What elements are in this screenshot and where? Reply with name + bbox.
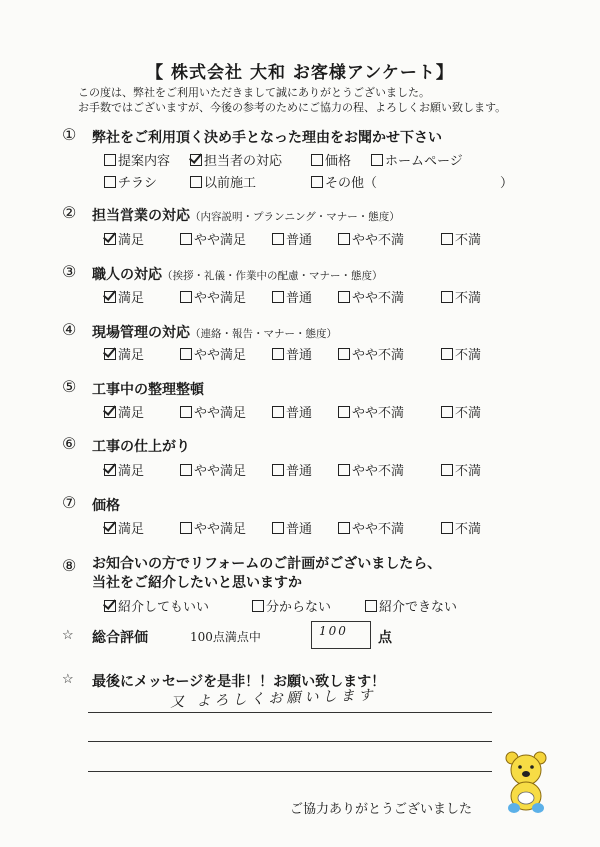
q1-option-staff[interactable]: 担当者の対応 — [190, 150, 282, 169]
q2-option-dissatisfied[interactable]: 不満 — [441, 229, 481, 248]
q5-number: ⑤ — [62, 377, 77, 396]
q2-option-somewhat-dissatisfied[interactable]: やや不満 — [338, 229, 404, 248]
overall-scale: 100点満点中 — [190, 630, 261, 644]
q2-title: 担当営業の対応（内容説明・プランニング・マナー・態度） — [92, 208, 400, 224]
q7-number: ⑦ — [62, 493, 77, 512]
q6-option-somewhat-dissatisfied[interactable]: やや不満 — [338, 460, 404, 479]
checked-checkbox-icon — [190, 154, 202, 166]
checkbox-icon — [190, 176, 202, 188]
q3-option-neutral[interactable]: 普通 — [272, 287, 312, 306]
q1-option-proposal[interactable]: 提案内容 — [104, 150, 170, 169]
checkbox-icon — [180, 291, 192, 303]
q1-title: 弊社をご利用頂く決め手となった理由をお聞かせ下さい — [92, 130, 442, 146]
q1-other-close: ） — [500, 176, 514, 191]
q6-number: ⑥ — [62, 434, 77, 453]
q5-option-satisfied[interactable]: 満足 — [104, 402, 144, 421]
score-unit: 点 — [378, 630, 392, 646]
checkbox-icon — [338, 291, 350, 303]
bear-mascot-icon — [500, 748, 552, 814]
q8-number: ⑧ — [62, 556, 77, 575]
q7-option-neutral[interactable]: 普通 — [272, 518, 312, 537]
q3-title: 職人の対応（挨拶・礼儀・作業中の配慮・マナー・態度） — [92, 267, 383, 283]
handwritten-message: 又 よろしくお願いします — [169, 687, 377, 711]
q8-option-no[interactable]: 紹介できない — [365, 596, 457, 615]
checkbox-icon — [441, 233, 453, 245]
message-line-1[interactable] — [88, 712, 492, 713]
q6-option-dissatisfied[interactable]: 不満 — [441, 460, 481, 479]
q5-option-somewhat-satisfied[interactable]: やや満足 — [180, 402, 246, 421]
checkbox-icon — [441, 406, 453, 418]
score-value: 100 — [319, 624, 348, 638]
q6-option-satisfied[interactable]: 満足 — [104, 460, 144, 479]
checkbox-icon — [441, 291, 453, 303]
star-icon: ☆ — [62, 672, 74, 687]
q5-option-neutral[interactable]: 普通 — [272, 402, 312, 421]
checkbox-icon — [441, 348, 453, 360]
checkbox-icon — [272, 406, 284, 418]
q8-option-unsure[interactable]: 分からない — [252, 596, 331, 615]
checkbox-icon — [272, 464, 284, 476]
checkbox-icon — [252, 600, 264, 612]
checkbox-icon — [441, 464, 453, 476]
q1-option-price[interactable]: 価格 — [311, 150, 351, 169]
q8-title-line-1: お知合いの方でリフォームのご計画がございましたら、 — [92, 556, 442, 572]
checkbox-icon — [180, 522, 192, 534]
checkbox-icon — [338, 522, 350, 534]
checkbox-icon — [180, 464, 192, 476]
checkbox-icon — [180, 348, 192, 360]
checkbox-icon — [338, 233, 350, 245]
checked-checkbox-icon — [104, 348, 116, 360]
checked-checkbox-icon — [104, 406, 116, 418]
message-line-2[interactable] — [88, 741, 492, 742]
q4-option-somewhat-satisfied[interactable]: やや満足 — [180, 344, 246, 363]
checkbox-icon — [338, 348, 350, 360]
q5-title: 工事中の整理整頓 — [92, 382, 204, 398]
intro-line-1: この度は、弊社をご利用いただきまして誠にありがとうございました。 — [78, 86, 430, 99]
q3-option-somewhat-satisfied[interactable]: やや満足 — [180, 287, 246, 306]
q2-option-neutral[interactable]: 普通 — [272, 229, 312, 248]
checkbox-icon — [311, 154, 323, 166]
q4-number: ④ — [62, 320, 77, 339]
q4-option-neutral[interactable]: 普通 — [272, 344, 312, 363]
checkbox-icon — [180, 406, 192, 418]
message-prompt: 最後にメッセージを是非！！お願い致します！ — [92, 674, 386, 690]
star-icon: ☆ — [62, 628, 74, 643]
q4-option-satisfied[interactable]: 満足 — [104, 344, 144, 363]
q2-number: ② — [62, 203, 77, 222]
q3-option-somewhat-dissatisfied[interactable]: やや不満 — [338, 287, 404, 306]
q4-option-dissatisfied[interactable]: 不満 — [441, 344, 481, 363]
survey-title: 【 株式会社 大和 お客様アンケート】 — [146, 63, 454, 83]
checked-checkbox-icon — [104, 600, 116, 612]
checkbox-icon — [272, 233, 284, 245]
checkbox-icon — [365, 600, 377, 612]
checked-checkbox-icon — [104, 233, 116, 245]
checkbox-icon — [104, 154, 116, 166]
q6-option-somewhat-satisfied[interactable]: やや満足 — [180, 460, 246, 479]
q7-option-somewhat-dissatisfied[interactable]: やや不満 — [338, 518, 404, 537]
q7-option-somewhat-satisfied[interactable]: やや満足 — [180, 518, 246, 537]
q2-option-satisfied[interactable]: 満足 — [104, 229, 144, 248]
q2-option-somewhat-satisfied[interactable]: やや満足 — [180, 229, 246, 248]
q7-title: 価格 — [92, 498, 120, 514]
q3-option-dissatisfied[interactable]: 不満 — [441, 287, 481, 306]
overall-label: 総合評価 — [92, 630, 148, 646]
checkbox-icon — [311, 176, 323, 188]
message-line-3[interactable] — [88, 771, 492, 772]
q4-option-somewhat-dissatisfied[interactable]: やや不満 — [338, 344, 404, 363]
q8-option-yes[interactable]: 紹介してもいい — [104, 596, 209, 615]
q1-option-other[interactable]: その他（ — [311, 172, 377, 191]
q6-title: 工事の仕上がり — [92, 439, 190, 455]
q1-option-flyer[interactable]: チラシ — [104, 172, 157, 191]
checkbox-icon — [272, 522, 284, 534]
checkbox-icon — [338, 406, 350, 418]
checkbox-icon — [272, 291, 284, 303]
checkbox-icon — [272, 348, 284, 360]
checkbox-icon — [180, 233, 192, 245]
checkbox-icon — [338, 464, 350, 476]
q7-option-satisfied[interactable]: 満足 — [104, 518, 144, 537]
q6-option-neutral[interactable]: 普通 — [272, 460, 312, 479]
q1-option-previous[interactable]: 以前施工 — [190, 172, 256, 191]
q3-option-satisfied[interactable]: 満足 — [104, 287, 144, 306]
q1-number: ① — [62, 125, 77, 144]
checked-checkbox-icon — [104, 464, 116, 476]
q1-option-homepage[interactable]: ホームページ — [371, 150, 463, 169]
q5-option-somewhat-dissatisfied[interactable]: やや不満 — [338, 402, 404, 421]
checked-checkbox-icon — [104, 522, 116, 534]
footer-thanks: ご協力ありがとうございました — [290, 802, 473, 817]
q8-title-line-2: 当社をご紹介したいと思いますか — [92, 575, 302, 591]
checkbox-icon — [371, 154, 383, 166]
q3-number: ③ — [62, 262, 77, 281]
checkbox-icon — [441, 522, 453, 534]
q5-option-dissatisfied[interactable]: 不満 — [441, 402, 481, 421]
checked-checkbox-icon — [104, 291, 116, 303]
checkbox-icon — [104, 176, 116, 188]
q4-title: 現場管理の対応（連絡・報告・マナー・態度） — [92, 325, 337, 341]
q7-option-dissatisfied[interactable]: 不満 — [441, 518, 481, 537]
intro-line-2: お手数ではございますが、今後の参考のためにご協力の程、よろしくお願い致します。 — [78, 101, 507, 114]
